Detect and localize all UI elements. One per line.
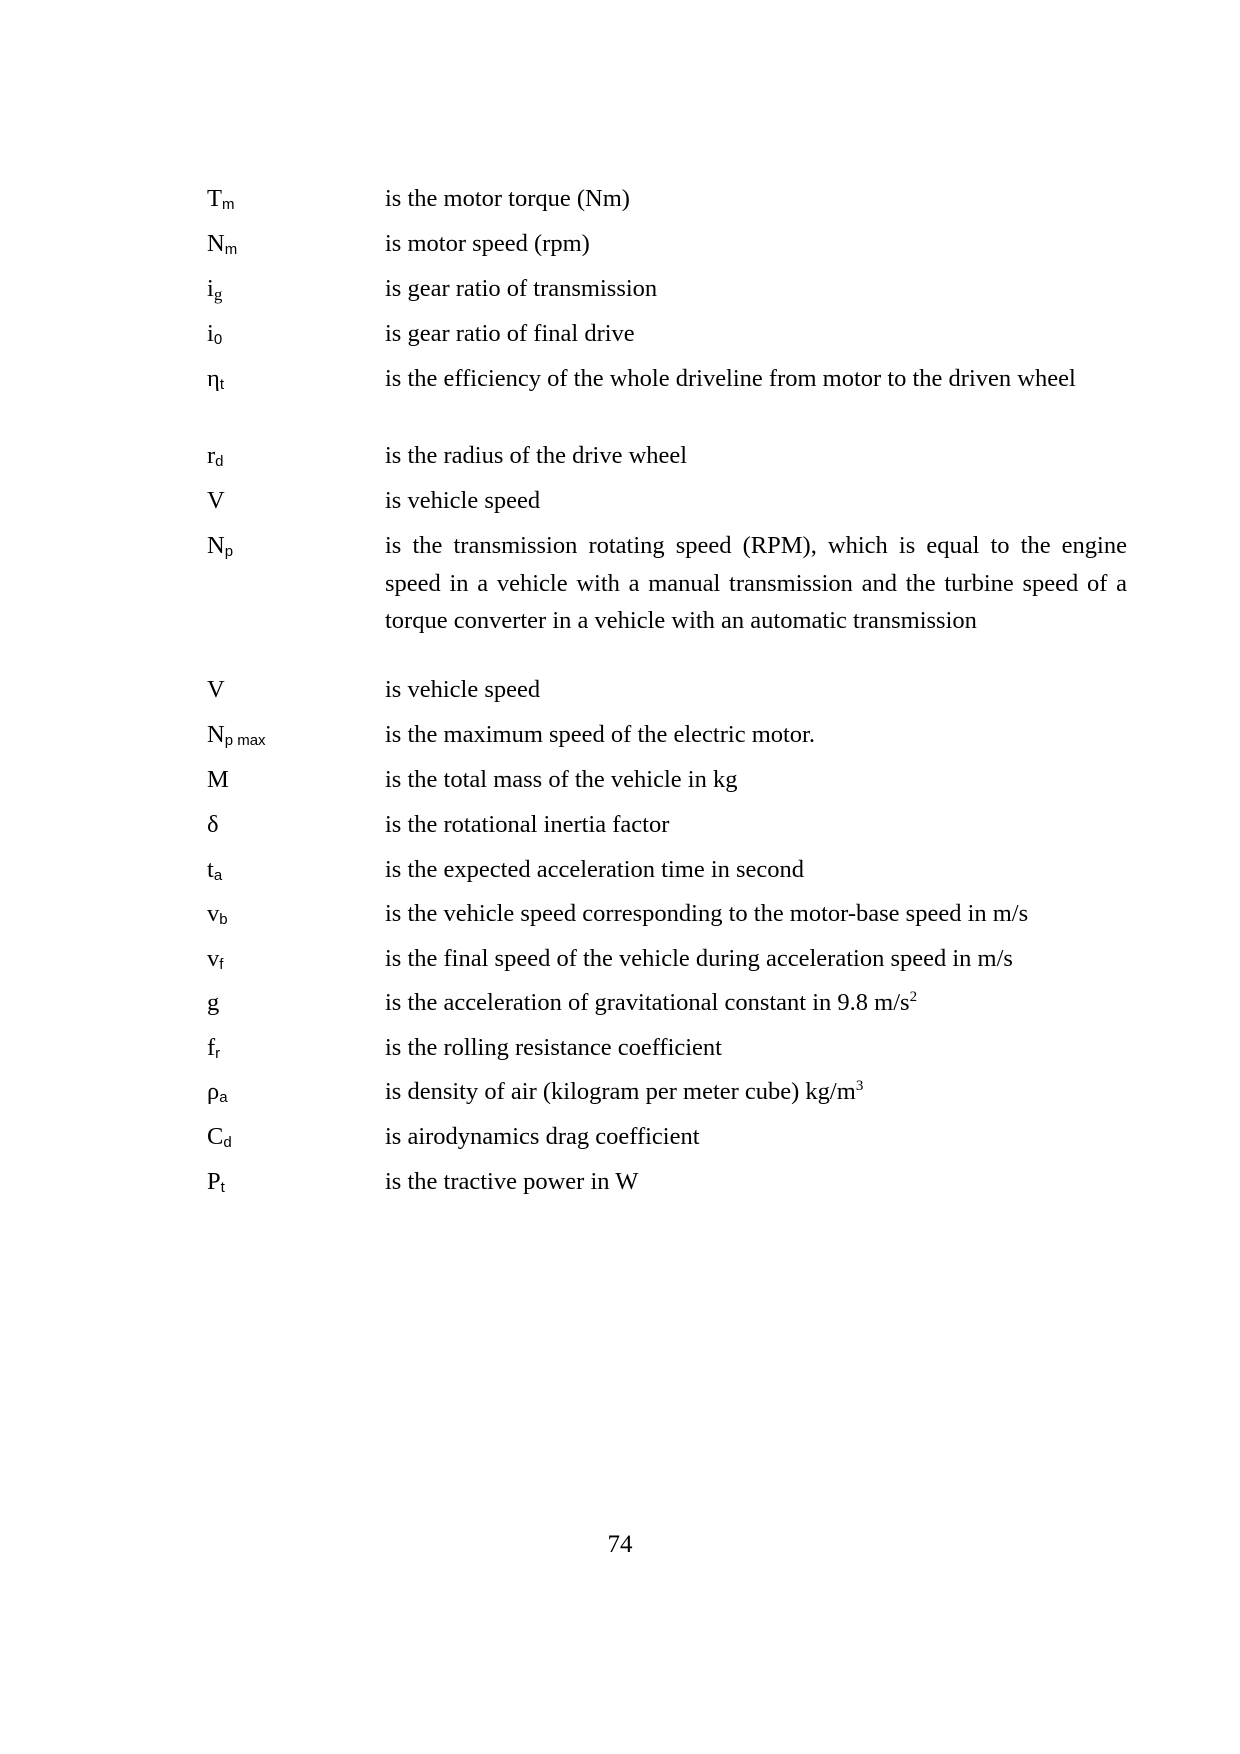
definition-description (385, 1073, 1127, 1111)
symbol-base: P (207, 1168, 221, 1195)
definition-row (207, 1073, 1127, 1111)
description-text: is the maximum speed of the electric motor. (385, 721, 815, 748)
definition-description (385, 671, 1127, 709)
description-text: is the efficiency of the whole driveline from motor to the driven wheel (385, 365, 1076, 392)
definition-symbol (207, 806, 385, 844)
symbol-base: M (207, 766, 229, 793)
definition-row (207, 437, 1127, 475)
definition-description (385, 1118, 1127, 1156)
definition-row (207, 225, 1127, 263)
symbol-base: T (207, 185, 222, 212)
symbol-base: g (207, 989, 220, 1016)
definition-description (385, 482, 1127, 520)
definition-description (385, 270, 1127, 308)
definition-symbol (207, 1118, 385, 1156)
definition-row (207, 806, 1127, 844)
definition-symbol (207, 1029, 385, 1067)
definition-symbol (207, 270, 385, 308)
definition-description (385, 360, 1127, 398)
definition-row (207, 1163, 1127, 1201)
description-text: is density of air (kilogram per meter cube) kg/m (385, 1078, 856, 1105)
symbol-base: v (207, 945, 220, 972)
definition-row (207, 482, 1127, 520)
definition-description (385, 716, 1127, 754)
symbol-base: η (207, 365, 220, 392)
description-text: is the total mass of the vehicle in kg (385, 766, 738, 793)
definition-symbol (207, 315, 385, 353)
symbol-subscript: p (224, 543, 234, 560)
symbol-base: C (207, 1123, 224, 1150)
definition-symbol (207, 761, 385, 799)
definition-row (207, 527, 1127, 640)
symbol-subscript: g (213, 285, 223, 304)
symbol-base: N (207, 721, 225, 748)
description-text: is gear ratio of final drive (385, 320, 635, 347)
symbol-base: V (207, 676, 225, 703)
definition-description (385, 984, 1127, 1022)
description-text: is the tractive power in W (385, 1168, 639, 1195)
description-text: is the expected acceleration time in second (385, 856, 805, 883)
description-text: is the rolling resistance coefficient (385, 1034, 722, 1061)
definition-symbol (207, 482, 385, 520)
definition-symbol (207, 671, 385, 709)
symbol-base: i (207, 320, 214, 347)
definition-symbol (207, 940, 385, 978)
definition-row (207, 895, 1127, 933)
symbol-base: δ (207, 811, 219, 838)
definition-description (385, 180, 1127, 218)
description-text: is vehicle speed (385, 676, 541, 703)
description-text: is the transmission rotating speed (RPM), which is equal to the engine speed in a vehicle with a manual transmission and the turbine speed of a torque converter in a vehicle with an automatic transmission (385, 532, 1127, 634)
definition-symbol (207, 180, 385, 218)
definition-symbol (207, 1073, 385, 1111)
definition-symbol (207, 895, 385, 933)
definition-symbol (207, 851, 385, 889)
definition-row (207, 1029, 1127, 1067)
symbol-base: t (207, 856, 214, 883)
definition-symbol (207, 716, 385, 754)
definition-description (385, 225, 1127, 263)
symbol-base: r (207, 442, 216, 469)
definition-symbol (207, 984, 385, 1022)
symbol-subscript: d (215, 453, 224, 470)
symbol-subscript: t (220, 1179, 225, 1196)
symbol-subscript: p max (224, 732, 266, 749)
definition-row (207, 940, 1127, 978)
symbol-subscript: d (223, 1134, 232, 1151)
definition-description (385, 761, 1127, 799)
definition-row (207, 716, 1127, 754)
definition-description (385, 315, 1127, 353)
definition-row (207, 315, 1127, 353)
definition-description (385, 940, 1127, 978)
symbol-subscript: f (219, 956, 224, 973)
symbol-subscript: b (219, 911, 228, 928)
definition-row (207, 1118, 1127, 1156)
description-text: is the radius of the drive wheel (385, 442, 688, 469)
description-superscript: 2 (909, 989, 918, 1005)
definition-row (207, 984, 1127, 1022)
definition-description (385, 437, 1127, 475)
page-number: 74 (607, 1531, 633, 1558)
definition-description (385, 806, 1127, 844)
definition-symbol (207, 437, 385, 475)
description-text: is vehicle speed (385, 487, 541, 514)
definition-description (385, 1163, 1127, 1201)
symbol-subscript: m (224, 241, 238, 258)
symbol-subscript: a (219, 1089, 228, 1106)
definition-row (207, 270, 1127, 308)
definition-row (207, 761, 1127, 799)
definition-row (207, 671, 1127, 709)
definition-symbol (207, 1163, 385, 1201)
definition-row (207, 851, 1127, 889)
symbol-base: f (207, 1034, 216, 1061)
symbol-subscript: t (219, 376, 224, 393)
definition-row (207, 360, 1127, 398)
symbol-subscript: r (215, 1045, 221, 1062)
definition-description (385, 851, 1127, 889)
symbol-base: i (207, 275, 214, 302)
description-text: is the final speed of the vehicle during acceleration speed in m/s (385, 945, 1013, 972)
definition-symbol (207, 360, 385, 398)
symbol-subscript: m (221, 196, 235, 213)
description-text: is the rotational inertia factor (385, 811, 670, 838)
symbol-base: N (207, 230, 225, 257)
symbol-base: v (207, 900, 220, 927)
description-text: is the acceleration of gravitational constant in 9.8 m/s (385, 989, 910, 1016)
description-text: is airodynamics drag coefficient (385, 1123, 700, 1150)
description-text: is the motor torque (Nm) (385, 185, 630, 212)
symbol-base: ρ (207, 1078, 220, 1105)
symbol-subscript: 0 (213, 331, 223, 348)
definition-row (207, 180, 1127, 218)
symbol-base: N (207, 532, 225, 559)
symbol-base: V (207, 487, 225, 514)
definition-description (385, 1029, 1127, 1067)
description-text: is gear ratio of transmission (385, 275, 658, 302)
definition-symbol (207, 527, 385, 565)
description-text: is the vehicle speed corresponding to the motor-base speed in m/s (385, 900, 1029, 927)
definition-symbol (207, 225, 385, 263)
definition-description (385, 895, 1127, 933)
definition-description (385, 527, 1127, 640)
description-text: is motor speed (rpm) (385, 230, 590, 257)
description-superscript: 3 (855, 1078, 864, 1094)
symbol-subscript: a (213, 867, 223, 884)
